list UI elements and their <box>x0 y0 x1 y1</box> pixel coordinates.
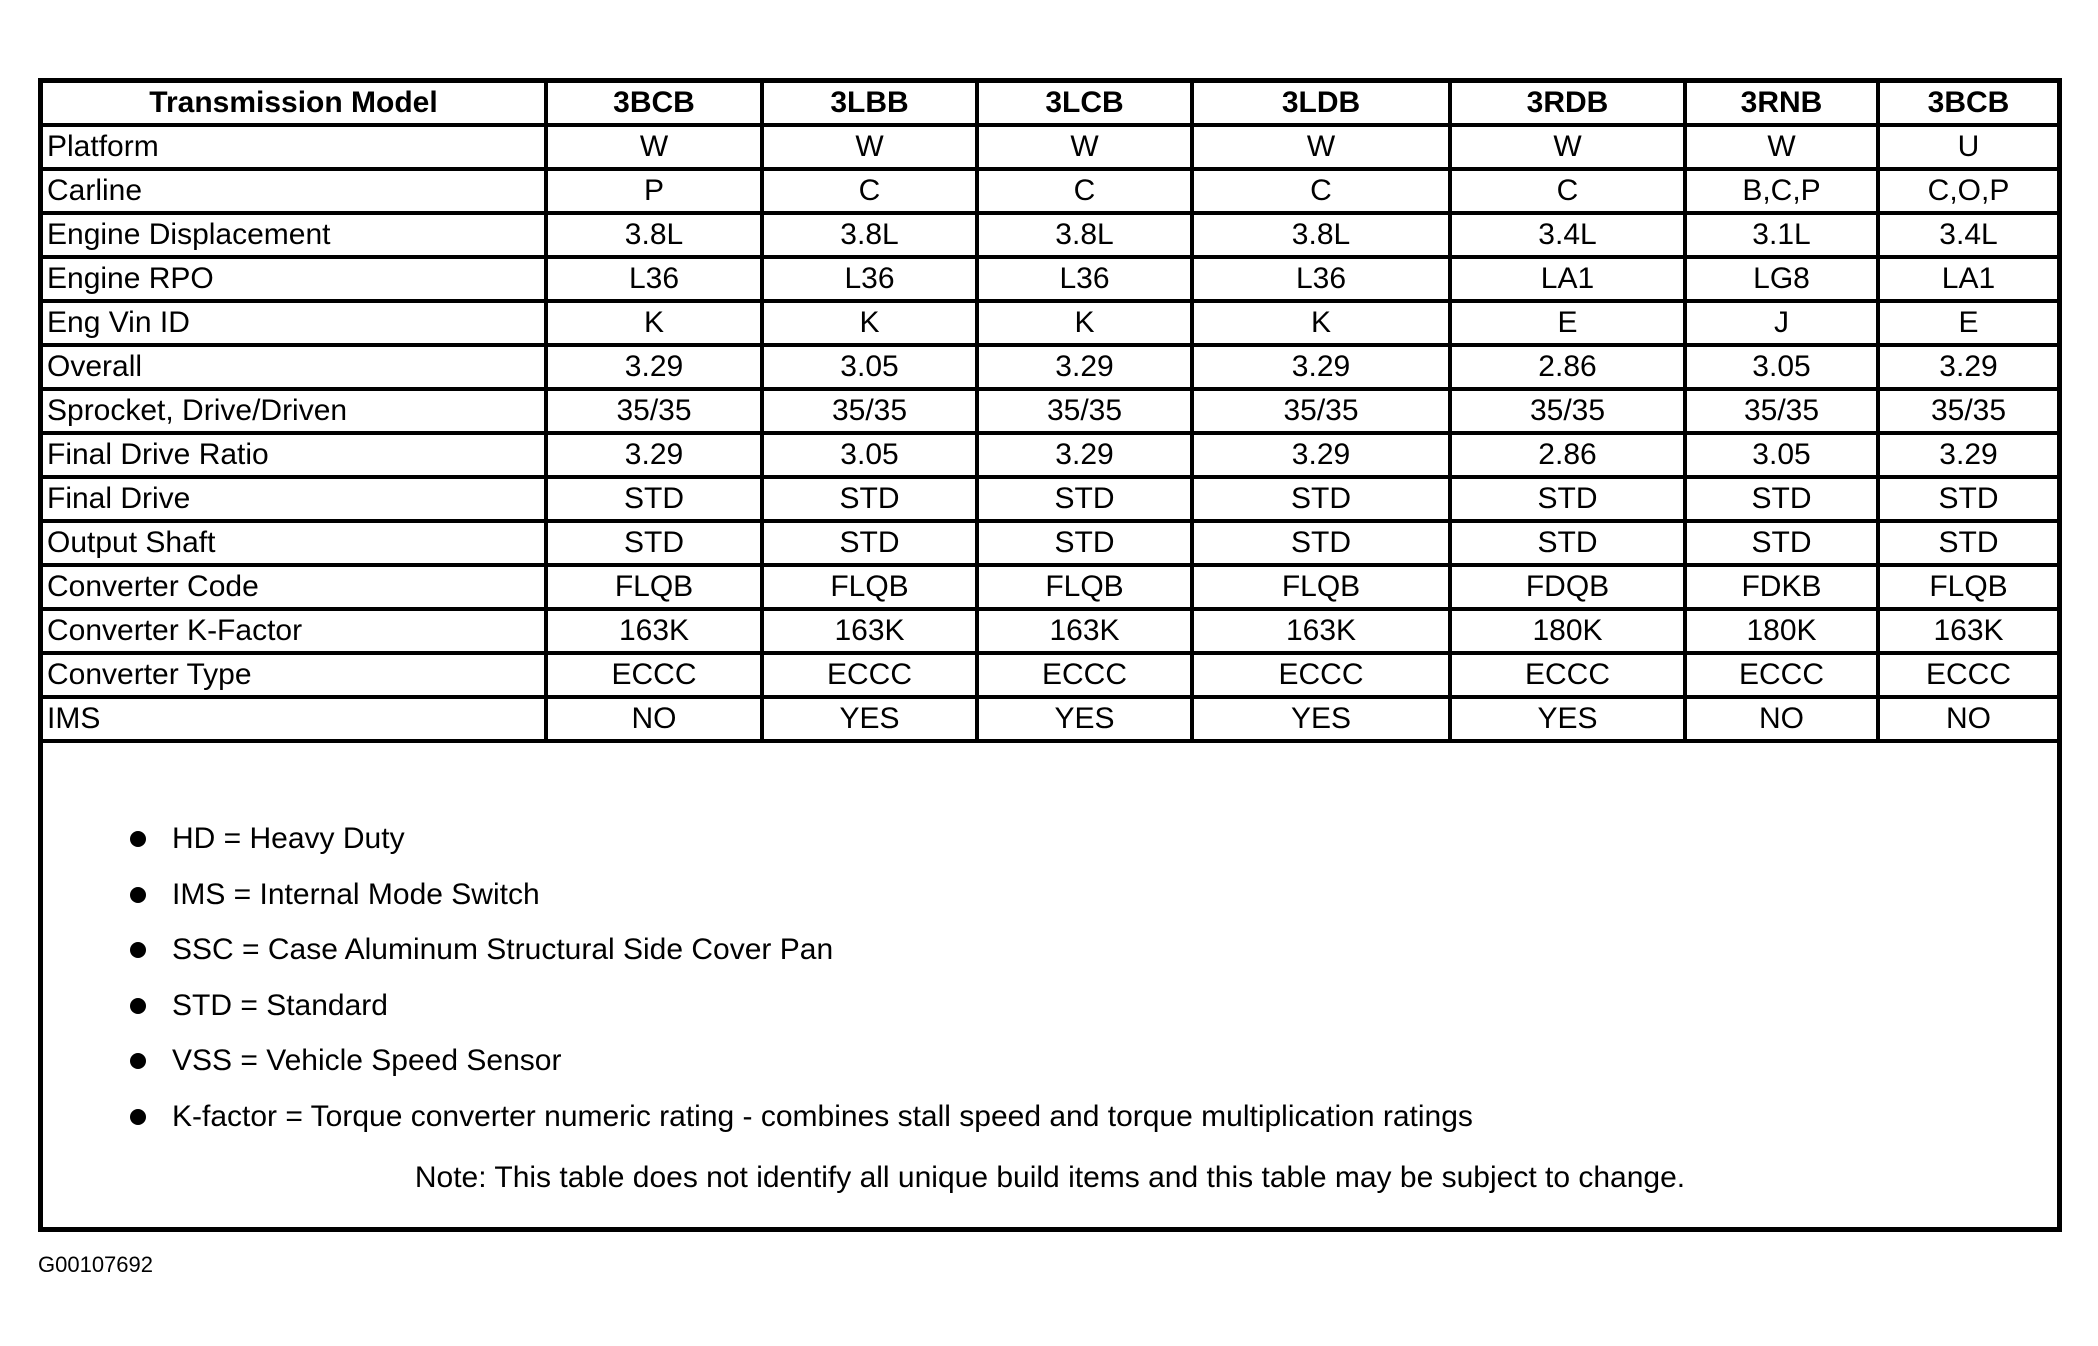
legend-text: STD = Standard <box>172 988 388 1022</box>
table-cell: E <box>1878 301 2057 345</box>
table-cell: 2.86 <box>1450 433 1685 477</box>
table-cell: NO <box>1878 697 2057 741</box>
table-cell: K <box>1192 301 1450 345</box>
bullet-icon <box>130 942 146 958</box>
table-cell: C <box>762 169 977 213</box>
legend-text: VSS = Vehicle Speed Sensor <box>172 1044 562 1077</box>
table-row <box>43 257 2057 301</box>
table-cell: ECCC <box>1685 653 1878 697</box>
table-cell: FLQB <box>546 565 762 609</box>
table-cell: STD <box>977 477 1192 521</box>
bullet-icon <box>130 831 146 847</box>
table-cell: STD <box>1878 477 2057 521</box>
table-cell: K <box>977 301 1192 345</box>
legend-item <box>43 811 2057 867</box>
table-cell: 35/35 <box>1685 389 1878 433</box>
row-label: Converter Code <box>43 565 546 609</box>
table-cell: C <box>1192 169 1450 213</box>
table-cell: 3.05 <box>762 345 977 389</box>
table-cell: 3.29 <box>977 433 1192 477</box>
table-cell: E <box>1450 301 1685 345</box>
table-cell: 3.29 <box>1878 433 2057 477</box>
legend-item <box>43 1033 2057 1089</box>
table-cell: 35/35 <box>1878 389 2057 433</box>
legend-text: K-factor = Torque converter numeric rating - combines stall speed and torque multiplication ratings <box>172 1099 1473 1133</box>
column-header: Transmission Model <box>43 83 546 125</box>
table-cell: FLQB <box>762 565 977 609</box>
table-cell: L36 <box>977 257 1192 301</box>
table-cell: 3.8L <box>546 213 762 257</box>
table-cell: W <box>762 125 977 169</box>
table-cell: 35/35 <box>1192 389 1450 433</box>
table-cell: P <box>546 169 762 213</box>
table-row <box>43 433 2057 477</box>
row-label: IMS <box>43 697 546 741</box>
table-cell: STD <box>762 477 977 521</box>
table-row <box>43 301 2057 345</box>
table-cell: LG8 <box>1685 257 1878 301</box>
table-cell: STD <box>546 477 762 521</box>
table-cell: 3.29 <box>546 345 762 389</box>
abbreviation-legend <box>43 811 2057 1144</box>
row-label: Engine RPO <box>43 257 546 301</box>
table-cell: 163K <box>1878 609 2057 653</box>
table-cell: 3.05 <box>762 433 977 477</box>
row-label: Overall <box>43 345 546 389</box>
table-cell: L36 <box>1192 257 1450 301</box>
table-row <box>43 345 2057 389</box>
table-row <box>43 609 2057 653</box>
table-cell: ECCC <box>977 653 1192 697</box>
header-row <box>43 83 2057 125</box>
row-label: Engine Displacement <box>43 213 546 257</box>
table-cell: STD <box>1685 521 1878 565</box>
row-label: Converter Type <box>43 653 546 697</box>
row-label: Sprocket, Drive/Driven <box>43 389 546 433</box>
table-cell: 163K <box>1192 609 1450 653</box>
legend-text: HD = Heavy Duty <box>172 822 405 855</box>
table-cell: 3.29 <box>1192 345 1450 389</box>
table-cell: NO <box>1685 697 1878 741</box>
legend-item <box>43 978 2057 1034</box>
table-cell: STD <box>1878 521 2057 565</box>
table-row <box>43 477 2057 521</box>
bullet-icon <box>130 998 146 1014</box>
table-cell: FLQB <box>1878 565 2057 609</box>
table-cell: 3.05 <box>1685 345 1878 389</box>
table-cell: ECCC <box>1192 653 1450 697</box>
table-cell: W <box>1685 125 1878 169</box>
table-cell: 163K <box>546 609 762 653</box>
table-cell: LA1 <box>1450 257 1685 301</box>
table-cell: 3.29 <box>977 345 1192 389</box>
table-row <box>43 213 2057 257</box>
table-cell: FDQB <box>1450 565 1685 609</box>
table-cell: L36 <box>546 257 762 301</box>
table-cell: NO <box>546 697 762 741</box>
table-cell: 3.29 <box>546 433 762 477</box>
row-label: Converter K-Factor <box>43 609 546 653</box>
table-cell: C,O,P <box>1878 169 2057 213</box>
table-body <box>43 125 2057 741</box>
table-cell: FLQB <box>977 565 1192 609</box>
legend-text: SSC = Case Aluminum Structural Side Cover Pan <box>172 933 834 966</box>
row-label: Final Drive <box>43 477 546 521</box>
table-cell: 163K <box>977 609 1192 653</box>
figure-id: G00107692 <box>38 1252 153 1277</box>
column-header: 3BCB <box>546 83 762 125</box>
table-cell: 35/35 <box>546 389 762 433</box>
table-cell: 3.8L <box>977 213 1192 257</box>
table-cell: J <box>1685 301 1878 345</box>
bullet-icon <box>130 887 146 903</box>
table-cell: W <box>1450 125 1685 169</box>
table-cell: 180K <box>1685 609 1878 653</box>
table-cell: ECCC <box>762 653 977 697</box>
legend-item <box>43 922 2057 978</box>
table-note: Note: This table does not identify all unique build items and this table may be subject to change. <box>414 1161 1686 1194</box>
table-cell: L36 <box>762 257 977 301</box>
table-cell: FLQB <box>1192 565 1450 609</box>
table-cell: K <box>546 301 762 345</box>
table-cell: 3.05 <box>1685 433 1878 477</box>
legend-item <box>43 1089 2057 1145</box>
column-header: 3RDB <box>1450 83 1685 125</box>
column-header: 3RNB <box>1685 83 1878 125</box>
table-row <box>43 125 2057 169</box>
table-cell: YES <box>977 697 1192 741</box>
table-row <box>43 653 2057 697</box>
table-cell: 3.1L <box>1685 213 1878 257</box>
table-row <box>43 697 2057 741</box>
table-cell: STD <box>1450 521 1685 565</box>
table-cell: STD <box>1450 477 1685 521</box>
table-row <box>43 521 2057 565</box>
table-cell: 3.29 <box>1192 433 1450 477</box>
table-cell: K <box>762 301 977 345</box>
table-cell: STD <box>977 521 1192 565</box>
table-cell: B,C,P <box>1685 169 1878 213</box>
transmission-spec-table <box>43 83 2057 743</box>
table-row <box>43 389 2057 433</box>
table-cell: 163K <box>762 609 977 653</box>
table-cell: C <box>1450 169 1685 213</box>
table-cell: STD <box>762 521 977 565</box>
table-cell: 2.86 <box>1450 345 1685 389</box>
row-label: Carline <box>43 169 546 213</box>
table-row <box>43 169 2057 213</box>
table-cell: 35/35 <box>1450 389 1685 433</box>
table-cell: 3.8L <box>1192 213 1450 257</box>
legend-text: IMS = Internal Mode Switch <box>172 877 540 911</box>
table-cell: YES <box>1450 697 1685 741</box>
bullet-icon <box>130 1109 146 1125</box>
table-cell: 180K <box>1450 609 1685 653</box>
table-cell: 35/35 <box>762 389 977 433</box>
table-cell: 3.29 <box>1878 345 2057 389</box>
legend-list <box>43 811 2057 1144</box>
table-cell: U <box>1878 125 2057 169</box>
table-cell: FDKB <box>1685 565 1878 609</box>
legend-item <box>43 867 2057 923</box>
table-cell: 3.4L <box>1450 213 1685 257</box>
table-cell: STD <box>1685 477 1878 521</box>
column-header: 3BCB <box>1878 83 2057 125</box>
table-cell: C <box>977 169 1192 213</box>
column-header: 3LBB <box>762 83 977 125</box>
table-cell: 3.4L <box>1878 213 2057 257</box>
bullet-icon <box>130 1053 146 1069</box>
table-cell: W <box>546 125 762 169</box>
table-cell: LA1 <box>1878 257 2057 301</box>
table-cell: 35/35 <box>977 389 1192 433</box>
column-header: 3LDB <box>1192 83 1450 125</box>
table-cell: ECCC <box>1450 653 1685 697</box>
row-label: Eng Vin ID <box>43 301 546 345</box>
spec-table-frame <box>38 78 2062 1232</box>
table-cell: YES <box>762 697 977 741</box>
table-cell: W <box>1192 125 1450 169</box>
table-cell: ECCC <box>546 653 762 697</box>
row-label: Platform <box>43 125 546 169</box>
table-cell: W <box>977 125 1192 169</box>
table-cell: ECCC <box>1878 653 2057 697</box>
table-row <box>43 565 2057 609</box>
column-header: 3LCB <box>977 83 1192 125</box>
table-cell: STD <box>546 521 762 565</box>
table-cell: 3.8L <box>762 213 977 257</box>
table-cell: STD <box>1192 521 1450 565</box>
table-cell: YES <box>1192 697 1450 741</box>
row-label: Final Drive Ratio <box>43 433 546 477</box>
table-cell: STD <box>1192 477 1450 521</box>
row-label: Output Shaft <box>43 521 546 565</box>
